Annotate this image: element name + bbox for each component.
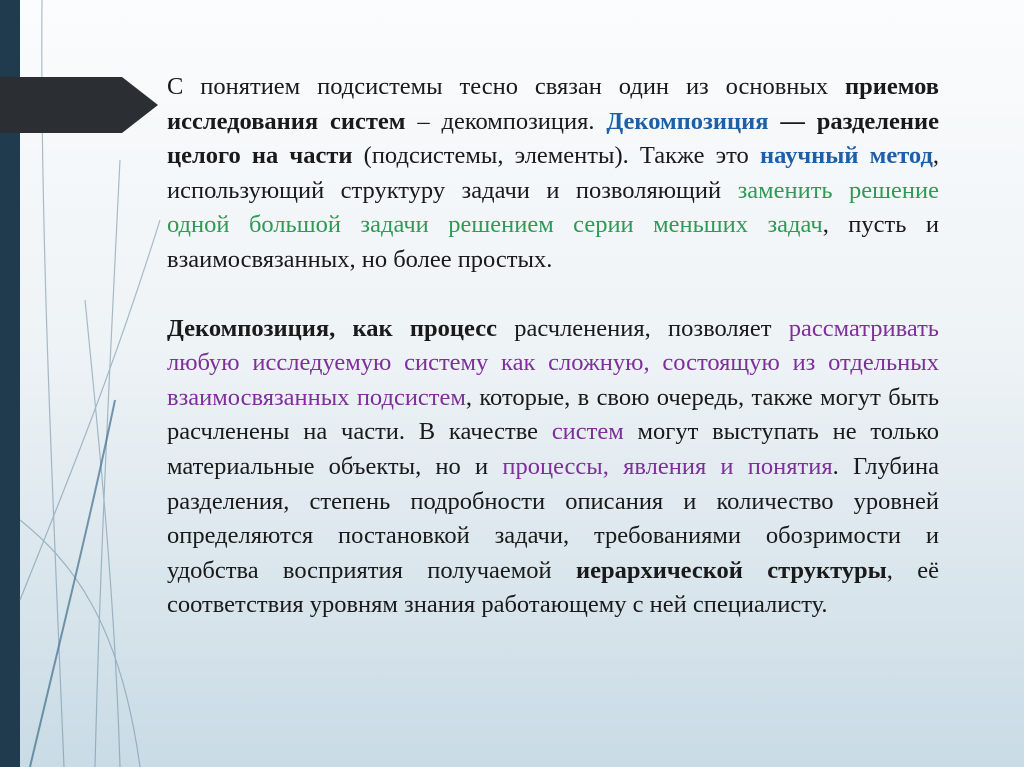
p2-text-2: , которые, в свою очередь, также могут быть расчленены на части. В качестве — [167, 383, 939, 446]
p2-bold-hierarchy: иерархической структуры — [575, 556, 887, 584]
p1-text-5: , пусть и взаимосвязанных, но более простых. — [167, 211, 939, 273]
p1-green-replace: заменить решение одной большой задачи решением серии меньших задач — [167, 176, 939, 239]
p1-dash: — — [768, 107, 817, 135]
p2-purple-system: рассматривать любую исследуемую систему как сложную, состоящую из отдельных взаимосвязанных подсистем — [167, 314, 939, 411]
p2-text-3: могут выступать не только материальные объекты, но и — [167, 418, 939, 480]
p2-purple-processes: процессы, явления и понятия — [502, 452, 833, 480]
p1-bold-methods: приемов исследования систем — [167, 73, 939, 135]
paragraph-decomposition-process — [167, 312, 939, 623]
p1-text-4: , использующий структуру задачи и позволяющий — [167, 142, 939, 204]
p2-text-1: расчленения, позволяет — [496, 314, 789, 342]
p1-bold-definition: разделение целого на части — [167, 107, 940, 170]
p1-text-1: С понятием подсистемы тесно связан один из основных — [167, 73, 846, 100]
slide-text — [167, 70, 939, 623]
p2-text-5: , её соответствия уровням знания работающему с ней специалисту. — [167, 556, 939, 619]
paragraph-decomposition-definition — [167, 70, 939, 278]
p2-text-4: . Глубина разделения, степень подробности описания и количество уровней определяются постановкой задачи, требованиями обозримости и удобства восприятия получаемой — [167, 452, 939, 584]
p1-term-decomposition: Декомпозиция — [606, 107, 769, 135]
p1-text-3: (подсистемы, элементы). Также это — [352, 142, 760, 170]
p1-text-2: – декомпозиция. — [405, 107, 607, 135]
p2-purple-systems: систем — [551, 418, 624, 446]
p2-bold-process: Декомпозиция, как процесс — [167, 314, 497, 342]
p1-term-scientific-method: научный метод — [759, 142, 933, 170]
pentagon-arrow-banner-icon — [0, 0, 170, 140]
